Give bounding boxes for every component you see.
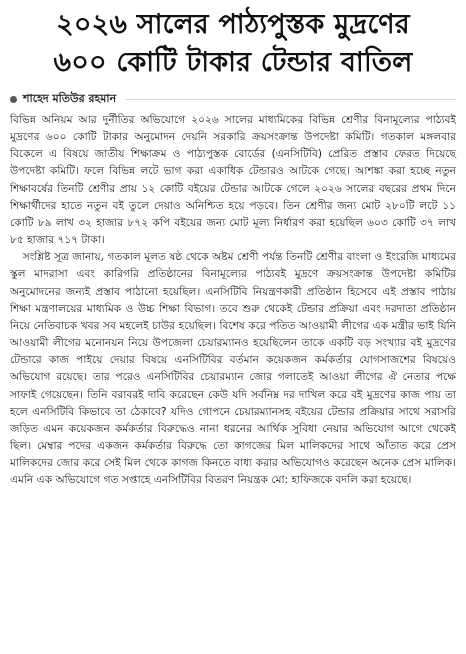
bullet-icon [10,96,17,103]
author-name: শাহেদ মতিউর রহমান [23,91,117,105]
headline-line-2: ৬০০ কোটি টাকার টেন্ডার বাতিল [53,47,413,78]
byline [10,90,456,108]
article-body [10,112,456,489]
byline-divider [126,99,456,100]
paragraph-1: বিভিন্ন অনিয়ম আর দুর্নীতির অভিযোগে ২০২৬ সালের মাধ্যমিকের বিভিন্ন শ্রেণীর বিনামূল্যের পাঠ্যবই মুদ্রণের ৬০০ কোটি টাকার অনুমোদন দেয়নি সরকারি ক্রয়সংক্রান্ত উপদেষ্টা কমিটি। গতকাল মঙ্গলবার বিকেলে এ বিষয়ে জাতীয় শিক্ষাক্রম ও পাঠ্যপুস্তক বোর্ডের (এনসিটিবি) প্রেরিত প্রস্তাব ফেরত দিয়েছে উপদেষ্টা কমিটি। ফলে বিভিন্ন লটে ভাগ করা একাধিক টেন্ডারও আটকে গেছে। আশঙ্কা করা হচ্ছে নতুন শিক্ষাবর্ষের তিনটি শ্রেণীর প্রায় ১২ কোটি বইয়ের টেন্ডার আটকে গেলে ২০২৬ সালের বছরের প্রথম দিনে শিক্ষার্থীদের হাতে নতুন বই তুলে দেয়াও অনিশ্চিত হয়ে পড়বে। তিন শ্রেণীর জন্য মোট ২৮০টি লটে ১১ কোটি ৮৯ লাখ ৩২ হাজার ৮৭২ কপি বইয়ের জন্য মোট মূল্য নির্ধারণ করা হয়েছিল ৬০৩ কোটি ৩৭ লাখ ৮৫ হাজার ৭১৭ টাকা। [10,114,456,247]
headline [10,6,456,82]
headline-line-1: ২০২৬ সালের পাঠ্যপুস্তক মুদ্রণের [56,9,410,40]
paragraph-2: সংশ্লিষ্ট সূত্র জানায়, গতকাল মূলত ষষ্ঠ থেকে অষ্টম শ্রেণী পর্যন্ত তিনটি শ্রেণীর বাংলা ও ইংরেজি মাধ্যমের স্কুল মাদরাসা এবং কারিগরি প্রতিষ্ঠানের বিনামূল্যের পাঠ্যবই মুদ্রণে ক্রয়সংক্রান্ত উপদেষ্টা কমিটির অনুমোদনের জন্যই প্রস্তাব পাঠানো হয়েছিল। এনসিটিবি নিয়ন্ত্রণকারী প্রতিষ্ঠান হিসেবে এই প্রস্তাব পাঠায় শিক্ষা মন্ত্রণালয়ের মাধ্যমিক ও উচ্চ শিক্ষা বিভাগ। তবে শুরু থেকেই টেন্ডার প্রক্রিয়া এবং দরদাতা প্রতিষ্ঠান নিয়ে নেতিবাচক খবর সব মহলেই চাউর হয়েছিল। বিশেষ করে পতিত আওয়ামী লীগের এক মন্ত্রীর ভাই যিনি আওয়ামী লীগের মনোনয়ন নিয়ে উপজেলা চেয়ারম্যানও হয়েছিলেন তাকে একটি বড় সংখ্যার বই মুদ্রণের টেন্ডারে কাজ পাইয়ে দেয়ার বিষয়ে এনসিটিবির বর্তমান কয়েকজন কর্মকর্তার যোগসাজশের বিষয়েও অভিযোগ রয়েছে। তার পরেও এনসিটিবির চেয়ারম্যান জোর গলাতেই আওয়া লীগের ঐ নেতার পক্ষে সাফাই গেয়েছেন। তিনি বরাবরই দাবি করেছেন কেউ যদি সর্বনিম্ন দর দাখিল করে বই মুদ্রণের কাজ পায় তা হলে এনসিটিবি কিভাবে তা ঠেকাবে? যদিও গোপনে চেয়ারম্যানসহ বইয়ের টেন্ডার প্রক্রিয়ার সাথে সরাসরি জড়িত এমন কয়েকজন কর্মকর্তার বিরুদ্ধেও নানা ধরনের আর্থিক সুবিধা নেয়ার অভিযোগ আগে থেকেই ছিল। মেম্বার পদের একজন কর্মকর্তার বিরুদ্ধে তো কাগজের মিল মালিকদের সাথে আঁতাত করে প্রেস মালিকদের জোর করে সেই মিল থেকে কাগজ কিনতে বাধ্য করার অভিযোগও করেছেন অনেক প্রেস মালিক। এমনি এক অভিযোগে গত সপ্তাহে এনসিটিবির বিতরণ নিয়ন্ত্রক মো: হাফিজকে বদলি করা হয়েছে। [10,251,456,487]
